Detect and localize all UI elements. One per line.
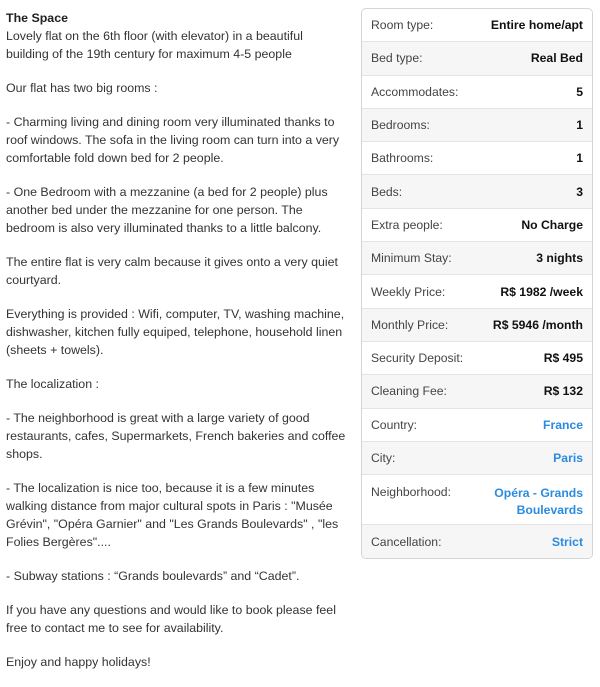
detail-value: 1 [576,151,583,166]
detail-value: R$ 1982 /week [500,284,583,299]
description-paragraph: - Subway stations : “Grands boulevards” and “Cadet”. [6,569,300,583]
detail-row-monthly-price [362,309,592,342]
detail-label: Security Deposit: [371,351,464,366]
description-paragraph: - The localization is nice too, because it is a few minutes walking distance from major cultural spots in Paris : "Musée Grévin", "Opéra Garnier" and "Les Grands Boulevards" , "les Folies Bergères".... [6,481,339,549]
detail-label: Extra people: [371,217,443,232]
detail-row-weekly-price [362,275,592,308]
country-link[interactable]: France [543,417,583,432]
detail-value: R$ 132 [543,384,583,399]
detail-row-bathrooms [362,142,592,175]
description-paragraph: Everything is provided : Wifi, computer, TV, washing machine, dishwasher, kitchen fully equiped, telephone, household linen (sheets + towels). [6,307,345,357]
detail-label: Neighborhood: [371,485,451,500]
detail-value: No Charge [521,217,583,232]
listing-description [6,9,346,687]
detail-label: Bedrooms: [371,118,430,133]
section-title: The Space [6,11,68,25]
description-paragraph: The entire flat is very calm because it gives onto a very quiet courtyard. [6,255,338,287]
detail-row-beds [362,175,592,208]
detail-label: Beds: [371,184,403,199]
detail-label: Bed type: [371,51,423,66]
detail-value: Entire home/apt [490,18,583,33]
detail-row-extra-people [362,209,592,242]
detail-row-security-deposit [362,342,592,375]
detail-value: Real Bed [530,51,583,66]
detail-value: R$ 495 [543,351,583,366]
detail-row-city [362,442,592,475]
detail-label: Accommodates: [371,84,459,99]
detail-label: Country: [371,417,418,432]
detail-row-cancellation [362,525,592,558]
detail-value: 3 nights [536,251,583,266]
detail-value: 3 [576,184,583,199]
description-paragraph: If you have any questions and would like to book please feel free to contact me to see for availability. [6,603,336,635]
detail-row-bedrooms [362,109,592,142]
cancellation-policy-link[interactable]: Strict [551,534,583,549]
detail-label: Cancellation: [371,534,442,549]
detail-row-cleaning-fee [362,375,592,408]
detail-row-room-type [362,9,592,42]
detail-value: 5 [576,84,583,99]
detail-row-minimum-stay [362,242,592,275]
description-paragraph: Our flat has two big rooms : [6,81,158,95]
detail-label: Bathrooms: [371,151,434,166]
detail-row-bed-type [362,42,592,75]
detail-value: 1 [576,118,583,133]
detail-row-neighborhood [362,475,592,525]
description-paragraph: - One Bedroom with a mezzanine (a bed for 2 people) plus another bed under the mezzanine for one person. The bedroom is also very illuminated thanks to a little balcony. [6,185,328,235]
description-paragraph: - Charming living and dining room very illuminated thanks to roof windows. The sofa in the living room can turn into a very comfortable fold down bed for 2 people. [6,115,340,165]
description-paragraph: The localization : [6,377,99,391]
detail-value: R$ 5946 /month [492,317,583,332]
detail-row-country [362,409,592,442]
neighborhood-link[interactable]: Opéra - Grands Boulevards [494,486,583,518]
detail-label: City: [371,451,396,465]
city-link[interactable]: Paris [553,451,583,465]
detail-label: Monthly Price: [371,317,449,332]
detail-label: Minimum Stay: [371,251,452,266]
detail-row-accommodates [362,76,592,109]
detail-label: Weekly Price: [371,284,446,299]
detail-label: Room type: [371,18,434,33]
description-paragraph: Lovely flat on the 6th floor (with elevator) in a beautiful building of the 19th century for maximum 4-5 people [6,29,303,61]
detail-label: Cleaning Fee: [371,384,447,399]
listing-details-panel [361,8,593,559]
description-paragraph: - The neighborhood is great with a large variety of good restaurants, cafes, Supermarkets, French bakeries and coffee shops. [6,411,346,461]
description-paragraph: Enjoy and happy holidays! [6,655,151,669]
